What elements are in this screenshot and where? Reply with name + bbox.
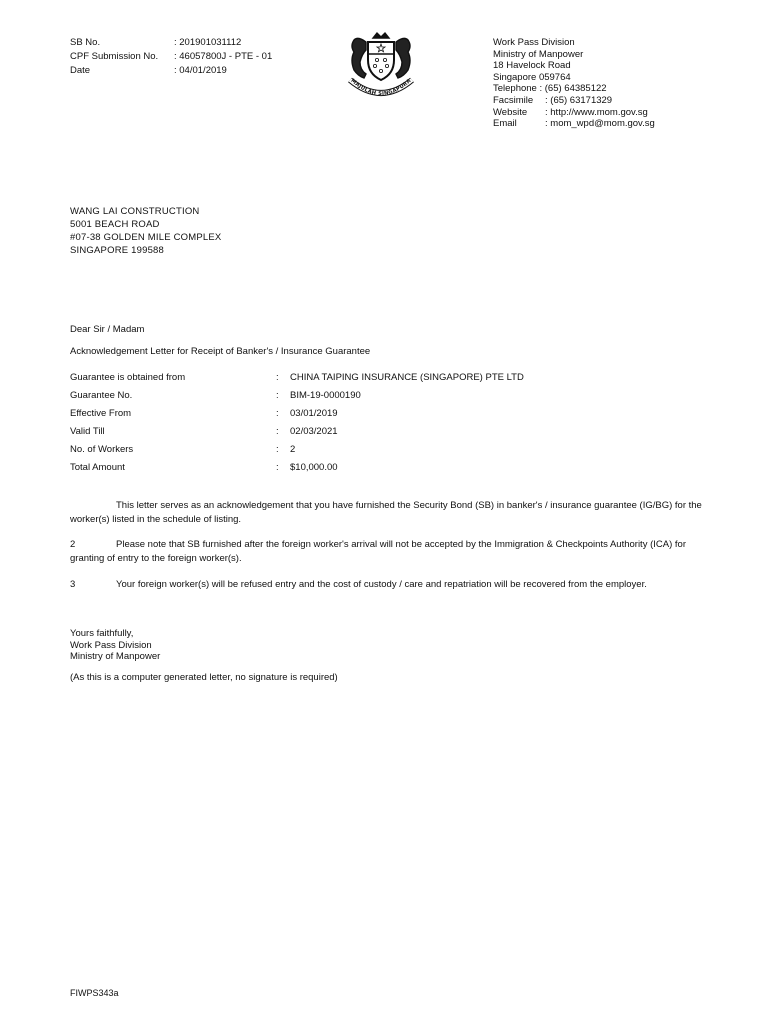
detail-colon: :: [276, 444, 279, 455]
paragraph-text: Please note that SB furnished after the foreign worker's arrival will not be accepted by the Immigration & Checkpoints Authority (ICA) for granting of entry to the foreign worker(s).: [70, 539, 686, 564]
sender-website-row: [493, 107, 655, 119]
sb-no-row: [70, 37, 272, 51]
facsimile-label: Facsimile: [493, 94, 534, 106]
detail-row: [70, 444, 524, 462]
cpf-submission-value: : 46057800J - PTE - 01: [174, 51, 273, 62]
sb-no-value: : 201901031112: [174, 37, 242, 48]
date-value: : 04/01/2019: [174, 65, 227, 76]
salutation: Dear Sir / Madam: [70, 324, 145, 335]
recipient-address: [70, 206, 221, 258]
website-label: Website: [493, 106, 528, 118]
detail-label: Total Amount: [70, 462, 125, 473]
body-paragraph-1: [70, 499, 706, 527]
sb-no-label: SB No.: [70, 37, 101, 48]
detail-value: 03/01/2019: [290, 408, 338, 419]
sender-city: Singapore 059764: [493, 71, 571, 83]
email-value: : mom_wpd@mom.gov.sg: [545, 118, 655, 130]
reference-block: [70, 37, 272, 79]
recipient-street: 5001 BEACH ROAD: [70, 219, 160, 230]
cpf-submission-row: [70, 51, 272, 65]
recipient-company: WANG LAI CONSTRUCTION: [70, 206, 200, 217]
detail-value: BIM-19-0000190: [290, 390, 361, 401]
paragraph-text: This letter serves as an acknowledgement that you have furnished the Security Bond (SB) in banker's / insurance guarantee (IG/BG) for the worker(s) listed in the schedule of listing.: [70, 500, 702, 525]
sender-facsimile-row: [493, 95, 655, 107]
letter-subject: Acknowledgement Letter for Receipt of Banker's / Insurance Guarantee: [70, 346, 371, 357]
detail-row: [70, 426, 524, 444]
website-value: : http://www.mom.gov.sg: [545, 106, 648, 118]
detail-label: Effective From: [70, 408, 132, 419]
date-label: Date: [70, 65, 91, 76]
closing-division: Work Pass Division: [70, 639, 152, 651]
body-paragraph-2: [70, 538, 706, 566]
detail-label: Guarantee No.: [70, 390, 133, 401]
detail-colon: :: [276, 426, 279, 437]
recipient-city: SINGAPORE 199588: [70, 245, 165, 256]
cpf-submission-label: CPF Submission No.: [70, 51, 159, 62]
detail-row: [70, 408, 524, 426]
closing-line: Yours faithfully,: [70, 628, 134, 639]
sender-ministry: Ministry of Manpower: [493, 48, 584, 60]
email-label: Email: [493, 118, 517, 130]
detail-colon: :: [276, 390, 279, 401]
detail-row: [70, 390, 524, 408]
detail-value: $10,000.00: [290, 462, 338, 473]
detail-label: Guarantee is obtained from: [70, 372, 186, 383]
sender-email-row: [493, 118, 655, 130]
detail-colon: :: [276, 372, 279, 383]
sender-division: Work Pass Division: [493, 37, 575, 48]
guarantee-details: [70, 372, 524, 480]
facsimile-value: : (65) 63171329: [545, 94, 613, 106]
detail-value: 2: [290, 444, 296, 455]
detail-value: 02/03/2021: [290, 426, 338, 437]
paragraph-number: 2: [70, 539, 76, 550]
sender-street: 18 Havelock Road: [493, 60, 571, 72]
detail-row: [70, 462, 524, 480]
detail-colon: :: [276, 408, 279, 419]
body-paragraph-3: [70, 578, 706, 592]
closing-block: [70, 628, 160, 663]
form-code: FIWPS343a: [70, 988, 119, 998]
paragraph-number: 3: [70, 579, 76, 590]
detail-row: [70, 372, 524, 390]
date-row: [70, 65, 272, 79]
detail-value: CHINA TAIPING INSURANCE (SINGAPORE) PTE LTD: [290, 372, 524, 383]
svg-text:MAJULAH SINGAPURA: MAJULAH SINGAPURA: [349, 77, 413, 98]
detail-colon: :: [276, 462, 279, 473]
closing-ministry: Ministry of Manpower: [70, 651, 161, 662]
singapore-coat-of-arms-icon: [340, 30, 422, 106]
detail-label: No. of Workers: [70, 444, 134, 455]
computer-generated-note: (As this is a computer generated letter, no signature is required): [70, 672, 338, 683]
detail-label: Valid Till: [70, 426, 105, 437]
sender-telephone: Telephone : (65) 64385122: [493, 83, 607, 95]
paragraph-text: Your foreign worker(s) will be refused entry and the cost of custody / care and repatriation will be recovered from the employer.: [116, 579, 647, 590]
sender-contact-block: [493, 37, 655, 130]
recipient-unit: #07-38 GOLDEN MILE COMPLEX: [70, 232, 222, 243]
